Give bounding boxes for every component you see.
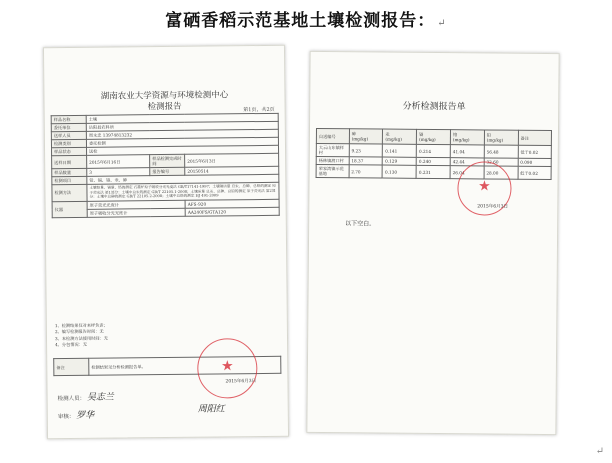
report1-page-number: 第1页，共2页: [243, 106, 275, 114]
approver-signature-block: [198, 401, 225, 414]
report2-title: 分析检测报告单: [402, 101, 466, 113]
table-cell: 低于0.02: [518, 145, 552, 158]
table-row: [316, 164, 551, 179]
approver-signature: 周阳红: [197, 404, 225, 415]
page-title: [0, 6, 612, 31]
row-value: 土壤: [86, 113, 278, 123]
test-method: 土壤铅量、镉量、铬的测定 石墨炉原子吸收分光光度法 GB/T17141-1997；土壤镉质量 总汞、总砷、总铅的测定 原子荧光法 第1部分：土壤中总汞的测定 GB/T 22105.1-2008；土壤质量 总汞、总砷、总铅的测定 原子荧光法 第2部分：土壤中总砷的测定 GB/T 22105.2-2008；土壤中总铬的测定 HJ 491-2009: [87, 182, 279, 201]
table-cell: 0.130: [383, 165, 417, 178]
table-cell: 0.231: [416, 165, 450, 178]
note-item: 3、本检测方法使用时间：无: [54, 335, 108, 341]
column-header: 铅 (mg/kg): [484, 130, 518, 145]
tester-signature: 吴志兰: [86, 392, 114, 403]
finish-date: 2015年6月3日: [185, 153, 279, 167]
reviewer-signature-block: [58, 408, 94, 421]
table-cell: 18.37: [349, 157, 383, 165]
remark-text: 检测结果见分析检测报告单。: [89, 356, 281, 375]
report-sheet-left: [43, 45, 289, 440]
report1-title-line1: 湖南农业大学资源与环境检测中心: [100, 90, 229, 102]
table-cell: 0.214: [416, 144, 450, 157]
report1-sign-date: 2015年6月3日: [225, 379, 257, 385]
row-label: 送样人员: [51, 131, 86, 139]
note-item: 4、分包情况：无: [55, 342, 88, 348]
report-code: 20150514: [185, 166, 279, 175]
instrument-label: 仪器: [52, 201, 87, 217]
table-cell: 28.00: [484, 166, 518, 179]
table-cell: 32.60: [484, 158, 518, 166]
column-header: 铬 (mg/kg): [450, 130, 484, 145]
row-label: 样品状态: [52, 147, 87, 155]
row-value: 周永忠 13974813232: [86, 129, 278, 139]
column-header: 自送编号: [316, 128, 349, 143]
report2-end-note: 以下空白。: [345, 220, 376, 228]
return-mark: ↵: [595, 446, 604, 457]
official-seal: [197, 338, 258, 399]
row-label: 样品名称: [51, 115, 86, 123]
reviewer-signature: 罗华: [76, 410, 95, 421]
report1-title-line2: 检测报告: [147, 101, 182, 113]
instrument-model: AA240FS/GTA120: [185, 207, 279, 216]
tester-label: 检测人员：: [57, 395, 86, 403]
sample-date: 2015年6月16日: [87, 155, 150, 169]
instrument-name: 原子吸收分光光度计: [87, 208, 185, 217]
code-label: 报告编号: [150, 167, 185, 175]
report1-notes: [55, 323, 108, 349]
seal-star-icon: ★: [220, 358, 234, 375]
sample-date-label: 送样日期: [52, 155, 87, 168]
instrument-model: AFS-920: [185, 199, 279, 208]
table-cell: 0.240: [416, 157, 450, 165]
test-items: 铅、镉、铬、汞、砷: [87, 174, 279, 184]
table-cell: 荣家湾镇示范基地: [316, 164, 349, 177]
row-value: 岳阳县农科所: [86, 121, 278, 131]
table-cell: 杨林镇渡口村: [316, 156, 349, 164]
count-label: 样品数量: [52, 168, 87, 176]
column-header: 砷 (mg/kg): [349, 129, 383, 144]
table-cell: 56.48: [484, 145, 518, 158]
table-cell: 0.141: [383, 144, 417, 157]
remark-label: 备注: [54, 358, 89, 375]
report2-date: 2015年6月3日: [477, 204, 509, 210]
table-cell: 0.090: [518, 158, 551, 166]
note-item: 1、检测结果仅对来样负责；: [54, 322, 108, 329]
method-label: 检测方法: [52, 184, 87, 201]
instrument-name: 原子荧光光度计: [87, 200, 185, 209]
seal-star-icon: ★: [478, 178, 491, 195]
table-cell: 41.04: [450, 145, 484, 158]
column-header: 汞 (mg/kg): [383, 129, 417, 144]
analysis-table: [316, 128, 552, 180]
row-label: 委托单位: [51, 123, 86, 131]
tester-signature-block: [58, 390, 114, 404]
report-sheet-right: [306, 51, 559, 435]
table-cell: 9.23: [349, 144, 383, 157]
page-title-text: 富硒香稻示范基地土壤检测报告：: [165, 11, 436, 31]
report1-table: [51, 113, 280, 218]
row-value: 委托检测: [86, 137, 278, 147]
table-cell: 2.70: [349, 165, 383, 178]
note-item: 2、编写检测报告时间：无: [54, 329, 104, 335]
return-mark: ↵: [437, 18, 447, 29]
items-label: 检测项目: [52, 176, 87, 184]
table-cell: 0.129: [383, 157, 417, 165]
table-cell: 大云山东镇样村: [316, 143, 349, 156]
row-value: 送检: [87, 145, 279, 155]
table-cell: 低于0.02: [518, 166, 552, 179]
finish-date-label: 样品检测完成时间: [150, 154, 185, 167]
column-header: 备注: [518, 130, 552, 145]
reviewer-label: 审核：: [57, 413, 75, 421]
column-header: 镉 (mg/kg): [417, 129, 451, 144]
sample-count: 3: [87, 168, 150, 177]
table-cell: 26.04: [450, 166, 484, 179]
table-cell: 42.44: [450, 158, 484, 166]
row-label: 检测类别: [51, 139, 86, 147]
